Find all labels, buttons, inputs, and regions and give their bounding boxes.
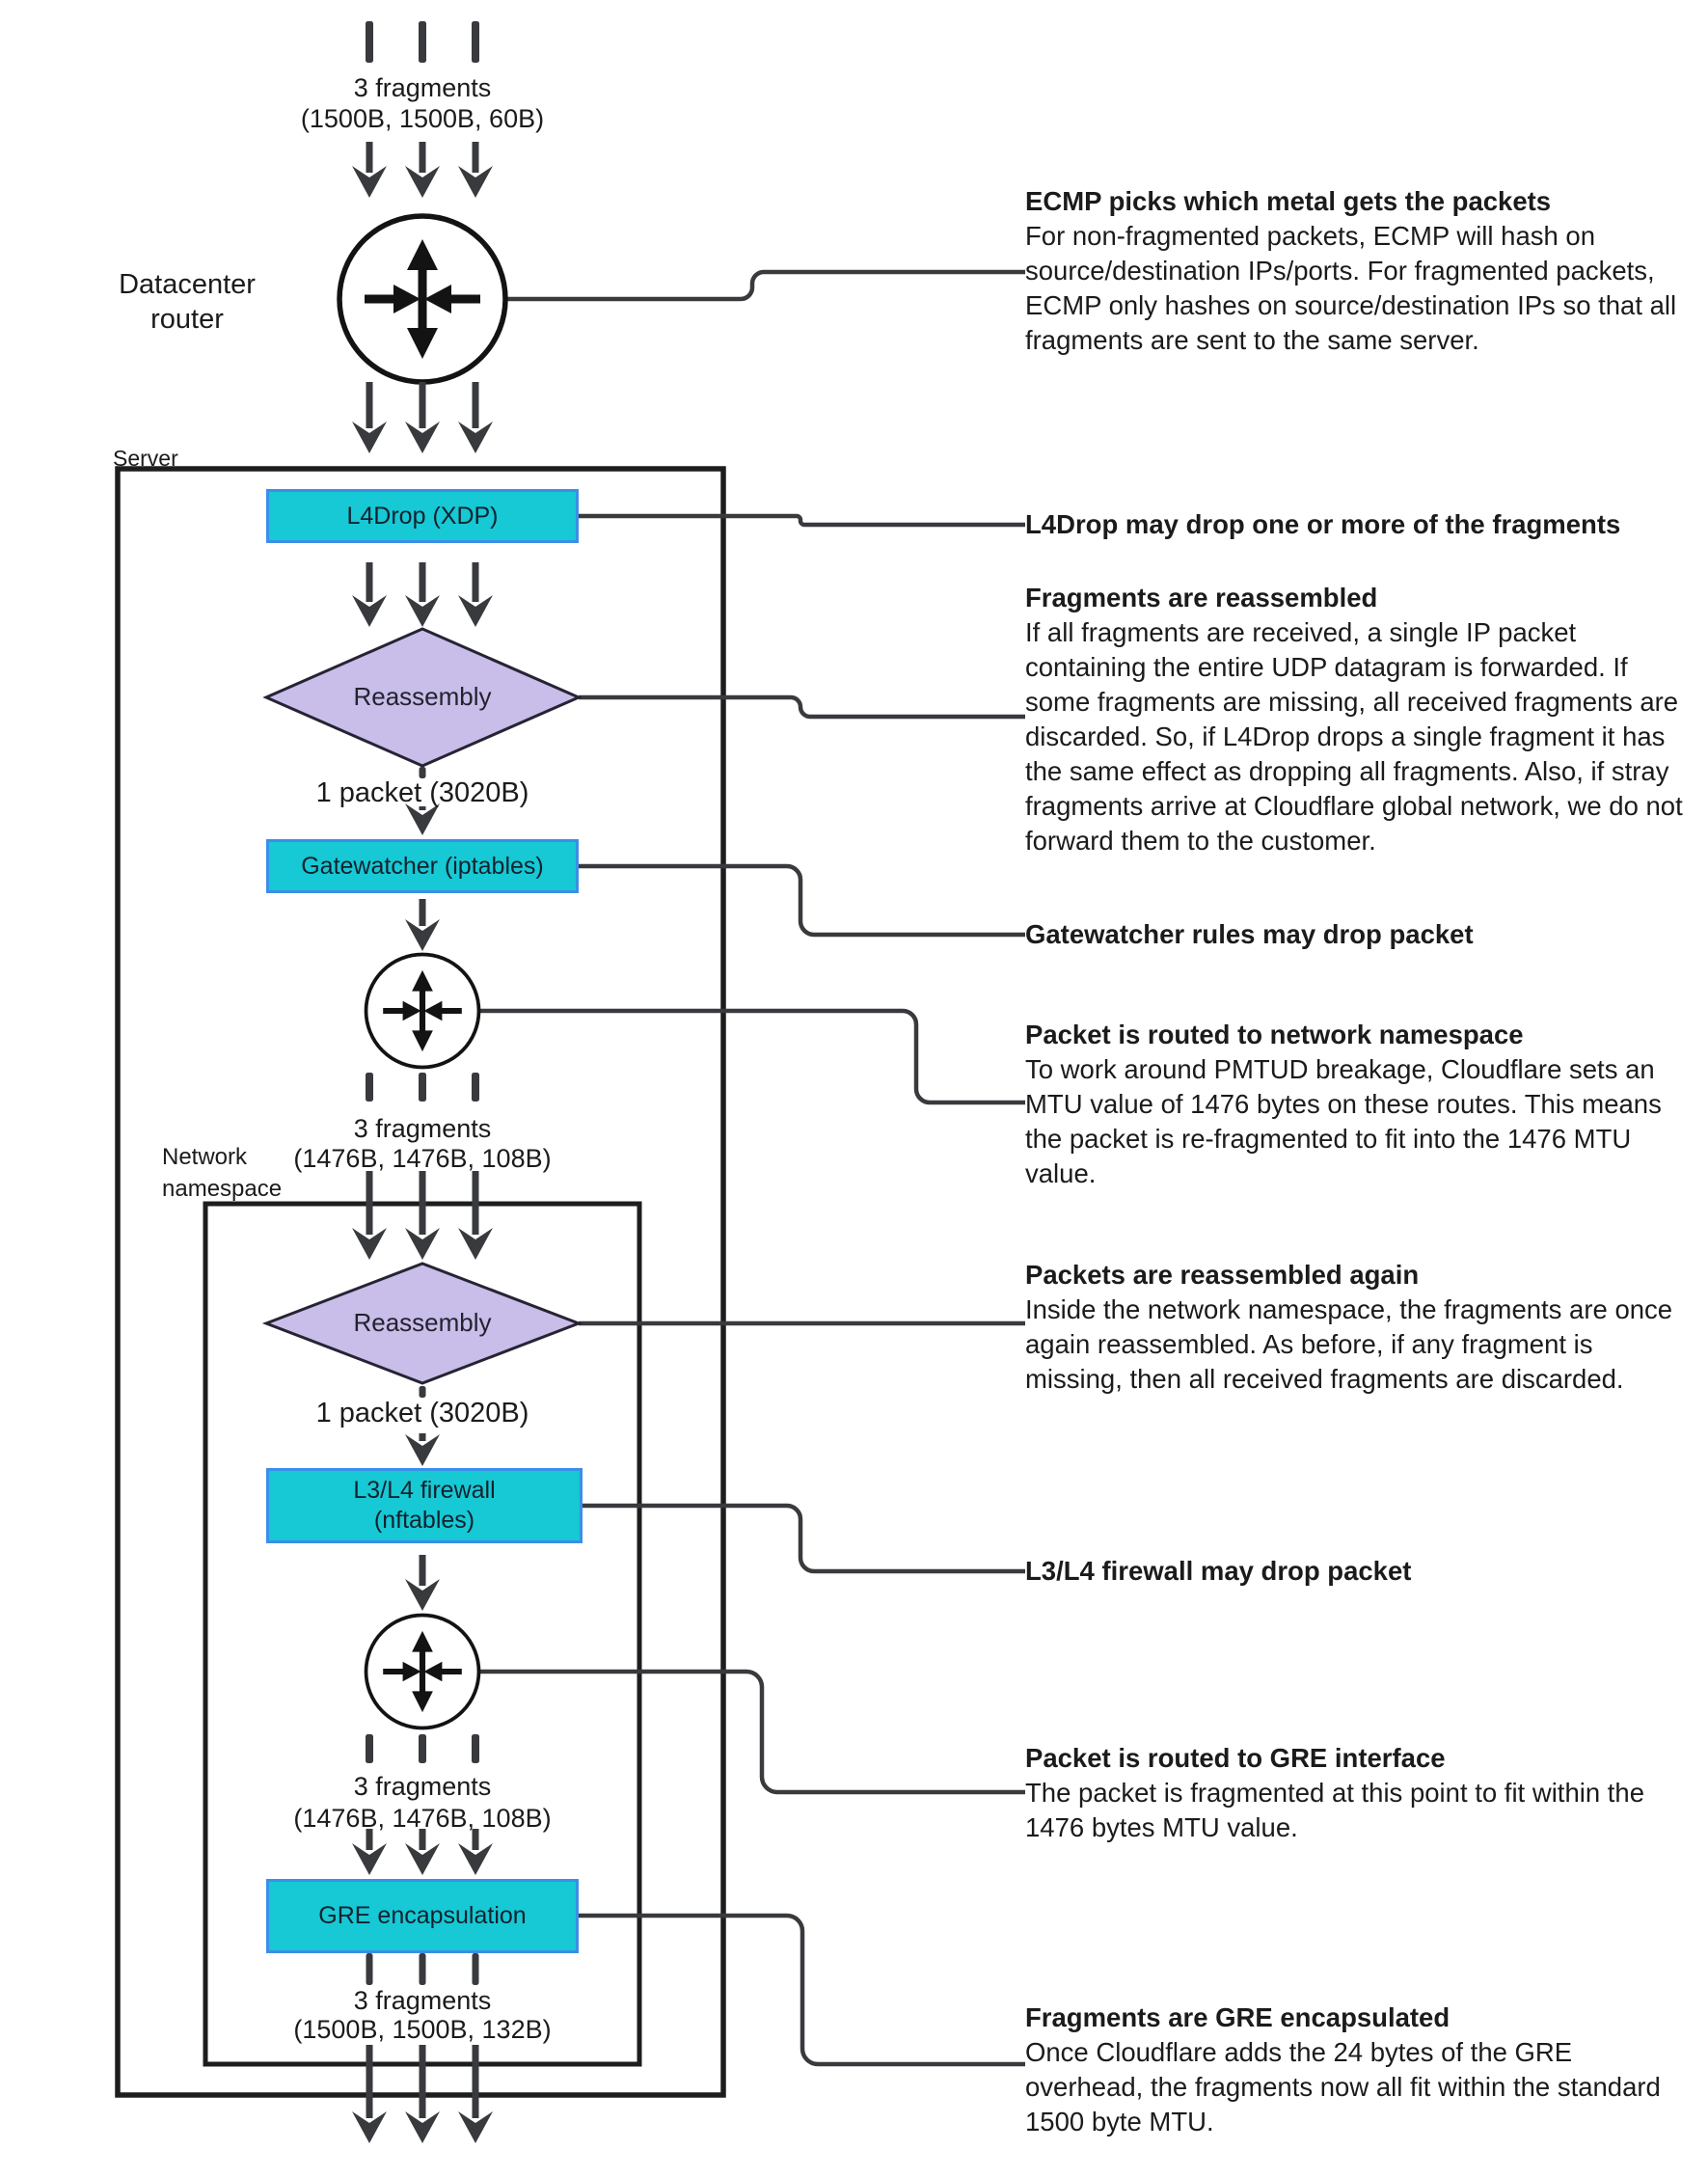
packet-1-label: 1 packet (3020B) bbox=[315, 777, 529, 808]
annotation-title: Packets are reassembled again bbox=[1025, 1260, 1420, 1290]
gre-label: GRE encapsulation bbox=[318, 1902, 527, 1929]
l4drop-box bbox=[266, 489, 579, 543]
l4drop-label: L4Drop (XDP) bbox=[346, 502, 499, 530]
connector-route-namespace bbox=[479, 1011, 1025, 1102]
network-namespace-label: Network namespace bbox=[162, 1144, 283, 1202]
fragment-tick bbox=[366, 1953, 373, 1985]
bottom-fragments-label: 3 fragments bbox=[353, 1986, 492, 2015]
gre-route-router-icon bbox=[366, 1616, 479, 1728]
annotation-reassembled bbox=[1025, 581, 1693, 858]
annotation-l4drop bbox=[1025, 507, 1693, 542]
l3l4-firewall-box bbox=[266, 1468, 583, 1543]
datacenter-router-icon bbox=[339, 216, 505, 382]
annotation-title: Packet is routed to GRE interface bbox=[1025, 1743, 1446, 1773]
datacenter-router-label: Datacenter router bbox=[119, 269, 256, 335]
fragment-tick bbox=[473, 1953, 479, 1985]
annotation-body: Inside the network namespace, the fragments are once again reassembled. As before, if any fragment is missing, then all received fragments are discarded. bbox=[1025, 1294, 1673, 1394]
annotation-body: To work around PMTUD breakage, Cloudflare sets an MTU value of 1476 bytes on these routes. This means the packet is re-fragmented to fit into the 1476 MTU value. bbox=[1025, 1054, 1662, 1188]
annotation-route-gre bbox=[1025, 1741, 1693, 1845]
server-label: Server bbox=[113, 446, 178, 471]
mid-fragments-label: 3 fragments bbox=[353, 1114, 492, 1143]
annotation-gre-encapsulated bbox=[1025, 2000, 1693, 2139]
annotation-reassembled-again bbox=[1025, 1258, 1693, 1397]
namespace-route-router-icon bbox=[366, 955, 479, 1068]
gatewatcher-box bbox=[266, 839, 579, 893]
reassembly-1-label: Reassembly bbox=[353, 682, 492, 711]
packet-2-label: 1 packet (3020B) bbox=[315, 1398, 529, 1429]
annotation-body: For non-fragmented packets, ECMP will hash on source/destination IPs/ports. For fragmented packets, ECMP only hashes on source/destination IPs so that all fragments are sent to the same server. bbox=[1025, 221, 1677, 355]
annotation-ecmp bbox=[1025, 184, 1693, 358]
fragment-tick bbox=[419, 1073, 426, 1102]
top-fragments-label: 3 fragments bbox=[353, 73, 492, 102]
annotation-body: Once Cloudflare adds the 24 bytes of the GRE overhead, the fragments now all fit within the standard 1500 byte MTU. bbox=[1025, 2037, 1661, 2136]
fragment-tick bbox=[366, 21, 373, 63]
fragment-tick bbox=[472, 1734, 479, 1763]
annotation-title: Gatewatcher rules may drop packet bbox=[1025, 919, 1474, 949]
annotation-body: The packet is fragmented at this point to fit within the 1476 bytes MTU value. bbox=[1025, 1778, 1645, 1842]
annotation-route-namespace bbox=[1025, 1018, 1693, 1191]
reassembly-2-label: Reassembly bbox=[353, 1308, 492, 1337]
firewall-label-line2: (nftables) bbox=[373, 1507, 475, 1534]
gre-fragments-sizes: (1476B, 1476B, 108B) bbox=[293, 1804, 552, 1833]
bottom-fragments-sizes: (1500B, 1500B, 132B) bbox=[293, 2015, 552, 2044]
connector-gatewatcher bbox=[579, 866, 1025, 935]
connector-reassembly-1 bbox=[579, 697, 1025, 717]
annotation-body: If all fragments are received, a single IP packet containing the entire UDP datagram is forwarded. If some fragments are missing, all received fragments are discarded. So, if L4Drop drops a single fragment it has the same effect as dropping all fragments. Also, if stray fragments arrive at Cloudflare global network, we do not forward them to the customer. bbox=[1025, 617, 1683, 856]
fragment-tick bbox=[419, 1734, 426, 1763]
fragment-tick bbox=[472, 21, 479, 63]
top-fragments-sizes: (1500B, 1500B, 60B) bbox=[300, 104, 545, 133]
annotation-title: L3/L4 firewall may drop packet bbox=[1025, 1556, 1412, 1586]
fragment-tick bbox=[419, 21, 426, 63]
fragment-tick bbox=[420, 1953, 426, 1985]
annotation-title: Fragments are reassembled bbox=[1025, 583, 1378, 612]
annotation-firewall bbox=[1025, 1554, 1693, 1589]
gatewatcher-label: Gatewatcher (iptables) bbox=[301, 852, 544, 880]
gre-encapsulation-box bbox=[266, 1879, 579, 1953]
connector-ecmp bbox=[498, 272, 1025, 299]
mid-fragments-sizes: (1476B, 1476B, 108B) bbox=[293, 1144, 552, 1173]
annotation-gatewatcher bbox=[1025, 917, 1693, 952]
firewall-label-line1: L3/L4 firewall bbox=[353, 1477, 496, 1504]
connector-l4drop bbox=[579, 516, 1025, 525]
annotation-title: ECMP picks which metal gets the packets bbox=[1025, 186, 1552, 216]
annotation-title: Fragments are GRE encapsulated bbox=[1025, 2002, 1450, 2032]
fragment-tick bbox=[366, 1734, 373, 1763]
fragment-tick bbox=[472, 1073, 479, 1102]
fragment-tick bbox=[366, 1073, 373, 1102]
connector-firewall bbox=[582, 1506, 1025, 1571]
annotation-title: Packet is routed to network namespace bbox=[1025, 1020, 1524, 1049]
gre-fragments-label: 3 fragments bbox=[353, 1772, 492, 1801]
annotation-title: L4Drop may drop one or more of the fragments bbox=[1025, 509, 1621, 539]
